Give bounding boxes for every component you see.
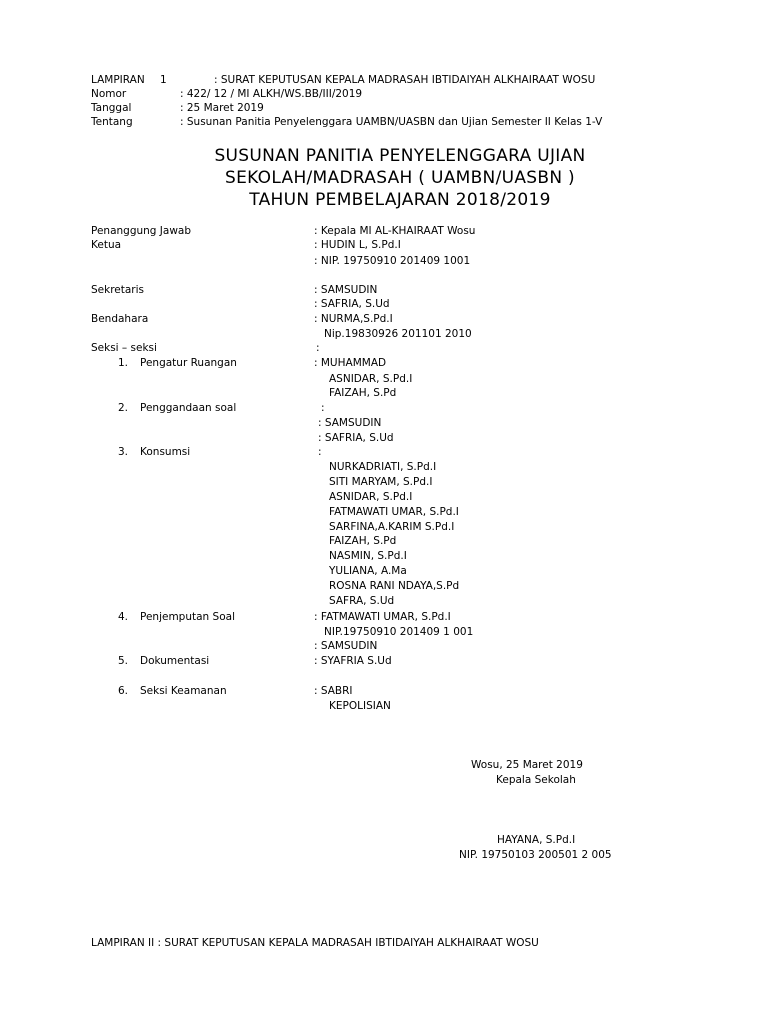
- bendahara-value: : NURMA,S.Pd.I: [314, 313, 393, 325]
- ketua-nip: : NIP. 19750910 201409 1001: [314, 255, 471, 267]
- seksi-2-label: Penggandaan soal: [140, 402, 237, 414]
- sekretaris-label: Sekretaris: [91, 284, 145, 296]
- bendahara-label: Bendahara: [91, 313, 149, 325]
- konsumsi-member: YULIANA, A.Ma: [329, 565, 407, 577]
- konsumsi-member: NURKADRIATI, S.Pd.I: [329, 461, 437, 473]
- lampiran-value: : SURAT KEPUTUSAN KEPALA MADRASAH IBTIDAIYAH ALKHAIRAAT WOSU: [214, 74, 596, 86]
- seksi-2-number: 2.: [118, 402, 129, 414]
- konsumsi-member: SAFRA, S.Ud: [329, 595, 395, 607]
- seksi-3-label: Konsumsi: [140, 446, 191, 458]
- signature-position: Kepala Sekolah: [496, 774, 576, 786]
- seksi-1-number: 1.: [118, 357, 129, 369]
- bendahara-nip: Nip.19830926 201101 2010: [324, 328, 472, 340]
- tentang-label: Tentang: [91, 116, 133, 128]
- document-title-line3: TAHUN PEMBELAJARAN 2018/2019: [249, 190, 551, 210]
- seksi-label: Seksi – seksi: [91, 342, 157, 354]
- lampiran-2-heading: LAMPIRAN II : SURAT KEPUTUSAN KEPALA MADRASAH IBTIDAIYAH ALKHAIRAAT WOSU: [91, 937, 539, 949]
- seksi-2-member-2: : SAFRIA, S.Ud: [318, 432, 394, 444]
- sekretaris-value-1: : SAMSUDIN: [314, 284, 378, 296]
- konsumsi-member: ROSNA RANI NDAYA,S.Pd: [329, 580, 460, 592]
- seksi-1-member-1: : MUHAMMAD: [314, 357, 387, 369]
- seksi-1-member-3: FAIZAH, S.Pd: [329, 387, 397, 399]
- ketua-value: : HUDIN L, S.Pd.I: [314, 239, 401, 251]
- seksi-colon: :: [316, 342, 320, 354]
- penanggung-jawab-value: : Kepala MI AL-KHAIRAAT Wosu: [314, 225, 476, 237]
- document-title-line1: SUSUNAN PANITIA PENYELENGGARA UJIAN: [214, 146, 586, 166]
- seksi-4-number: 4.: [118, 611, 129, 623]
- document-title-line2: SEKOLAH/MADRASAH ( UAMBN/UASBN ): [225, 168, 575, 188]
- seksi-3-number: 3.: [118, 446, 129, 458]
- seksi-3-colon: :: [318, 446, 322, 458]
- lampiran-number: 1: [160, 74, 167, 86]
- seksi-4-member-1: : FATMAWATI UMAR, S.Pd.I: [314, 611, 451, 623]
- seksi-4-nip: NIP.19750910 201409 1 001: [324, 626, 474, 638]
- seksi-6-label: Seksi Keamanan: [140, 685, 227, 697]
- nomor-label: Nomor: [91, 88, 127, 100]
- seksi-5-number: 5.: [118, 655, 129, 667]
- konsumsi-member: ASNIDAR, S.Pd.I: [329, 491, 413, 503]
- konsumsi-member: FAIZAH, S.Pd: [329, 535, 397, 547]
- seksi-5-member-1: : SYAFRIA S.Ud: [314, 655, 392, 667]
- seksi-6-number: 6.: [118, 685, 129, 697]
- tanggal-label: Tanggal: [91, 102, 132, 114]
- lampiran-label: LAMPIRAN: [91, 74, 145, 86]
- tentang-value: : Susunan Panitia Penyelenggara UAMBN/UASBN dan Ujian Semester II Kelas 1-V: [180, 116, 603, 128]
- nomor-value: : 422/ 12 / MI ALKH/WS.BB/III/2019: [180, 88, 363, 100]
- konsumsi-member: FATMAWATI UMAR, S.Pd.I: [329, 506, 459, 518]
- seksi-1-label: Pengatur Ruangan: [140, 357, 237, 369]
- seksi-6-member-2: KEPOLISIAN: [329, 700, 391, 712]
- seksi-6-member-1: : SABRI: [314, 685, 353, 697]
- seksi-1-member-2: ASNIDAR, S.Pd.I: [329, 373, 413, 385]
- signature-place-date: Wosu, 25 Maret 2019: [471, 759, 583, 771]
- konsumsi-member: SARFINA,A.KARIM S.Pd.I: [329, 521, 455, 533]
- seksi-2-colon: :: [321, 402, 325, 414]
- seksi-4-label: Penjemputan Soal: [140, 611, 235, 623]
- ketua-label: Ketua: [91, 239, 122, 251]
- tanggal-value: : 25 Maret 2019: [180, 102, 264, 114]
- seksi-5-label: Dokumentasi: [140, 655, 210, 667]
- konsumsi-member: SITI MARYAM, S.Pd.I: [329, 476, 433, 488]
- signature-nip: NIP. 19750103 200501 2 005: [459, 849, 612, 861]
- penanggung-jawab-label: Penanggung Jawab: [91, 225, 192, 237]
- konsumsi-member: NASMIN, S.Pd.I: [329, 550, 407, 562]
- seksi-4-member-2: : SAMSUDIN: [314, 640, 378, 652]
- seksi-2-member-1: : SAMSUDIN: [318, 417, 382, 429]
- sekretaris-value-2: : SAFRIA, S.Ud: [314, 298, 390, 310]
- signature-name: HAYANA, S.Pd.I: [497, 834, 576, 846]
